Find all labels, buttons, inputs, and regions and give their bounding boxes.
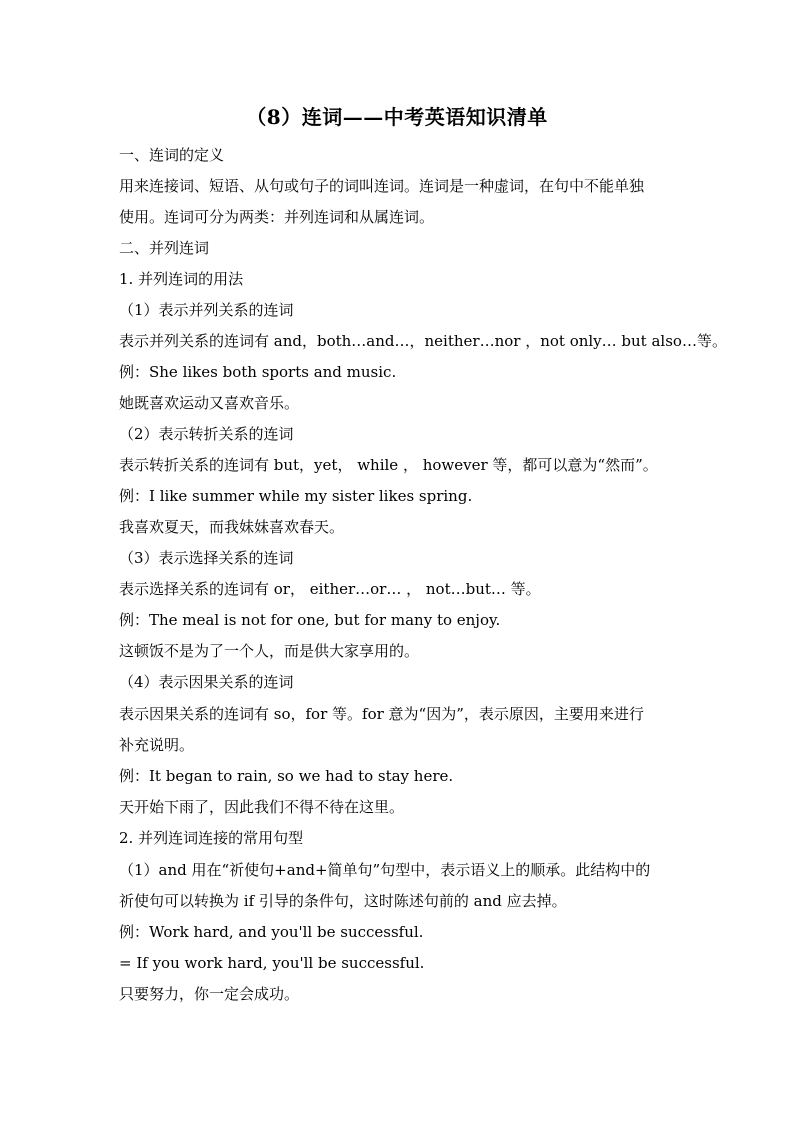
section-heading: 一、连词的定义 xyxy=(119,146,225,164)
subsection-heading: 2. 并列连词连接的常用句型 xyxy=(119,829,304,847)
example-line: = If you work hard, you'll be successful. xyxy=(119,954,425,972)
paragraph-line: 表示转折关系的连词有 but，yet， while ， however 等，都可以意为“然而”。 xyxy=(119,456,658,474)
example-line: 例：It began to rain, so we had to stay here. xyxy=(119,767,454,785)
subsection-heading: 1. 并列连词的用法 xyxy=(119,270,244,288)
paragraph-line: 表示选择关系的连词有 or， either…or… ， not…but… 等。 xyxy=(119,580,541,598)
paragraph-line: 表示并列关系的连词有 and，both…and…，neither…nor ，not only… but also…等。 xyxy=(119,332,727,350)
subsection-heading: （2）表示转折关系的连词 xyxy=(119,425,294,443)
page-title: （8）连词——中考英语知识清单 xyxy=(246,105,548,129)
paragraph-line: 祈使句可以转换为 if 引导的条件句，这时陈述句前的 and 应去掉。 xyxy=(119,892,567,910)
paragraph-line: 使用。连词可分为两类：并列连词和从属连词。 xyxy=(119,208,435,226)
paragraph-line: 用来连接词、短语、从句或句子的词叫连词。连词是一种虚词，在句中不能单独 xyxy=(119,177,645,195)
translation-line: 我喜欢夏天，而我妹妹喜欢春天。 xyxy=(119,518,345,536)
translation-line: 只要努力，你一定会成功。 xyxy=(119,985,300,1003)
subsection-heading: （1）表示并列关系的连词 xyxy=(119,301,294,319)
subsection-heading: （4）表示因果关系的连词 xyxy=(119,673,294,691)
translation-line: 天开始下雨了，因此我们不得不待在这里。 xyxy=(119,798,405,816)
section-heading: 二、并列连词 xyxy=(119,239,210,257)
translation-line: 这顿饭不是为了一个人，而是供大家享用的。 xyxy=(119,642,420,660)
translation-line: 她既喜欢运动又喜欢音乐。 xyxy=(119,394,300,412)
example-line: 例：She likes both sports and music. xyxy=(119,363,397,381)
paragraph-line: 补充说明。 xyxy=(119,736,195,754)
example-line: 例：I like summer while my sister likes spring. xyxy=(119,487,473,505)
example-line: 例：The meal is not for one, but for many to enjoy. xyxy=(119,611,501,629)
paragraph-line: （1）and 用在“祈使句+and+简单句”句型中，表示语义上的顺承。此结构中的 xyxy=(119,861,651,879)
subsection-heading: （3）表示选择关系的连词 xyxy=(119,549,294,567)
paragraph-line: 表示因果关系的连词有 so，for 等。for 意为“因为”，表示原因，主要用来进行 xyxy=(119,705,644,723)
example-line: 例：Work hard, and you'll be successful. xyxy=(119,923,424,941)
